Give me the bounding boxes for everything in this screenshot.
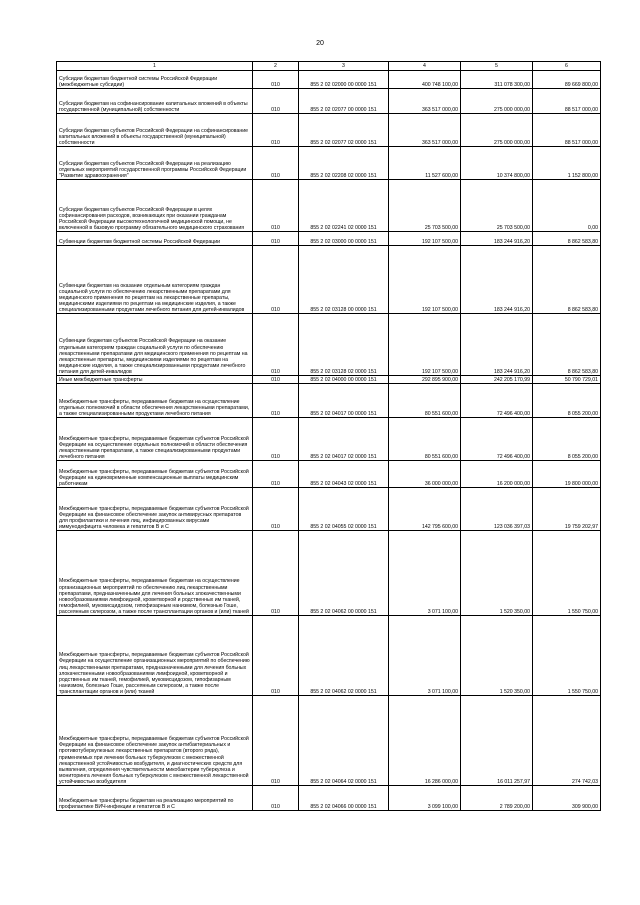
budget-code-cell: 855 2 02 04062 00 0000 151 — [299, 531, 389, 616]
budget-code-cell: 855 2 02 02077 02 0000 151 — [299, 114, 389, 147]
budget-code-cell: 855 2 02 04017 00 0000 151 — [299, 384, 389, 418]
executed-amount-cell: 72 496 400,00 — [461, 384, 533, 418]
executed-amount-cell: 16 200 000,00 — [461, 461, 533, 488]
executed-amount-cell: 72 496 400,00 — [461, 418, 533, 461]
unexecuted-amount-cell: 8 862 583,80 — [533, 246, 601, 314]
income-name-cell: Межбюджетные трансферты, передаваемые бюджетам субъектов Российской Федерации на осуществление организационных мероприятий по обеспечению лиц лекарственными препаратами, предназначенными для лечения больных злокачественными новообразованиями лимфоидной, кроветворной и родственных им тканей, гемофилией, муковисцидозом, гипофизарным нанизмом, болезнью Гоше, рассеянным склерозом, а также после трансплантации органов и (или) тканей — [57, 616, 253, 696]
executed-amount-cell: 242 205 170,99 — [461, 376, 533, 384]
executed-amount-cell: 275 000 000,00 — [461, 114, 533, 147]
income-name-cell: Межбюджетные трансферты, передаваемые бюджетам субъектов Российской Федерации на единовременные компенсационные выплаты медицинским работникам — [57, 461, 253, 488]
income-name-cell: Субвенции бюджетам на оказание отдельным категориям граждан социальной услуги по обеспечению лекарственными препаратами для медицинского применения по рецептам на лекарственные препараты, медицинскими изделиями по рецептам на медицинские изделия, а также специализированными продуктами лечебного питания для детей-инвалидов — [57, 246, 253, 314]
line-code-cell: 010 — [253, 418, 299, 461]
unexecuted-amount-cell: 309 900,00 — [533, 786, 601, 811]
table-body — [57, 71, 601, 811]
approved-amount-cell: 3 071 100,00 — [389, 531, 461, 616]
page-number: 20 — [316, 40, 324, 47]
table-row — [57, 786, 601, 811]
unexecuted-amount-cell: 19 759 202,97 — [533, 488, 601, 531]
column-number-row — [57, 62, 601, 71]
income-name-cell: Субсидии бюджетам субъектов Российской Федерации на софинансирование капитальных вложений в объекты государственной (муниципальной) собственности — [57, 114, 253, 147]
unexecuted-amount-cell: 1 152 800,00 — [533, 147, 601, 180]
income-name-cell: Межбюджетные трансферты, передаваемые бюджетам субъектов Российской Федерации на финансовое обеспечение закупок антибактериальных и противотуберкулезных лекарственных препаратов (второго ряда), применяемых при лечении больных туберкулезом с множественной лекарственной устойчивостью возбудителя, и диагностических средств для выявления, определения чувствительности микобактерии туберкулеза и мониторинга лечения больных туберкулезом с множественной лекарственной устойчивостью возбудителя — [57, 696, 253, 786]
table-row — [57, 246, 601, 314]
approved-amount-cell: 3 099 100,00 — [389, 786, 461, 811]
budget-code-cell: 855 2 02 02241 02 0000 151 — [299, 180, 389, 232]
executed-amount-cell: 275 000 000,00 — [461, 89, 533, 114]
line-code-cell: 010 — [253, 531, 299, 616]
approved-amount-cell: 363 517 000,00 — [389, 114, 461, 147]
executed-amount-cell: 10 374 800,00 — [461, 147, 533, 180]
line-code-cell: 010 — [253, 696, 299, 786]
line-code-cell: 010 — [253, 114, 299, 147]
income-name-cell: Субсидии бюджетам бюджетной системы Российской Федерации (межбюджетные субсидии) — [57, 71, 253, 89]
budget-code-cell: 855 2 02 04064 02 0000 151 — [299, 696, 389, 786]
table-row — [57, 314, 601, 376]
line-code-cell: 010 — [253, 314, 299, 376]
budget-code-cell: 855 2 02 03000 00 0000 151 — [299, 232, 389, 246]
income-name-cell: Межбюджетные трансферты, передаваемые бюджетам на осуществление отдельных полномочий в области обеспечения лекарственными препаратами, а также специализированными продуктами лечебного питания — [57, 384, 253, 418]
approved-amount-cell: 16 286 000,00 — [389, 696, 461, 786]
unexecuted-amount-cell: 8 862 583,80 — [533, 232, 601, 246]
executed-amount-cell: 183 244 916,20 — [461, 246, 533, 314]
income-name-cell: Иные межбюджетные трансферты — [57, 376, 253, 384]
income-name-cell: Межбюджетные трансферты, передаваемые бюджетам субъектов Российской Федерации на финансовое обеспечение закупок антивирусных препаратов для профилактики и лечения лиц, инфицированных вирусами иммунодефицита человека и гепатитов В и С — [57, 488, 253, 531]
table-row — [57, 616, 601, 696]
unexecuted-amount-cell: 0,00 — [533, 180, 601, 232]
executed-amount-cell: 1 520 350,00 — [461, 531, 533, 616]
budget-code-cell: 855 2 02 04043 02 0000 151 — [299, 461, 389, 488]
income-name-cell: Межбюджетные трансферты, передаваемые бюджетам субъектов Российской Федерации на осуществление отдельных полномочий в области обеспечения лекарственными препаратами, а также специализированными продуктами лечебного питания — [57, 418, 253, 461]
line-code-cell: 010 — [253, 246, 299, 314]
line-code-cell: 010 — [253, 488, 299, 531]
table-row — [57, 461, 601, 488]
table-row — [57, 114, 601, 147]
table-row — [57, 71, 601, 89]
table-row — [57, 418, 601, 461]
budget-code-cell: 855 2 02 03128 00 0000 151 — [299, 246, 389, 314]
budget-code-cell: 855 2 02 02208 02 0000 151 — [299, 147, 389, 180]
column-number: 4 — [389, 62, 461, 71]
unexecuted-amount-cell: 8 055 200,00 — [533, 418, 601, 461]
line-code-cell: 010 — [253, 616, 299, 696]
income-name-cell: Субсидии бюджетам субъектов Российской Федерации на реализацию отдельных мероприятий государственной программы Российской Федерации "Развитие здравоохранения" — [57, 147, 253, 180]
budget-code-cell: 855 2 02 04055 02 0000 151 — [299, 488, 389, 531]
executed-amount-cell: 123 036 397,03 — [461, 488, 533, 531]
line-code-cell: 010 — [253, 180, 299, 232]
line-code-cell: 010 — [253, 461, 299, 488]
unexecuted-amount-cell: 8 055 200,00 — [533, 384, 601, 418]
unexecuted-amount-cell: 1 550 750,00 — [533, 616, 601, 696]
income-name-cell: Субсидии бюджетам субъектов Российской Федерации в целях софинансирования расходов, возникающих при оказании гражданам Российской Федерации высокотехнологичной медицинской помощи, не включенной в базовую программу обязательного медицинского страхования — [57, 180, 253, 232]
table-row — [57, 488, 601, 531]
budget-code-cell: 855 2 02 04017 02 0000 151 — [299, 418, 389, 461]
line-code-cell: 010 — [253, 71, 299, 89]
executed-amount-cell: 25 703 500,00 — [461, 180, 533, 232]
executed-amount-cell: 1 520 350,00 — [461, 616, 533, 696]
income-name-cell: Субвенции бюджетам бюджетной системы Российской Федерации — [57, 232, 253, 246]
column-number: 2 — [253, 62, 299, 71]
budget-code-cell: 855 2 02 04062 02 0000 151 — [299, 616, 389, 696]
unexecuted-amount-cell: 274 742,03 — [533, 696, 601, 786]
approved-amount-cell: 192 107 500,00 — [389, 246, 461, 314]
line-code-cell: 010 — [253, 147, 299, 180]
unexecuted-amount-cell: 19 800 000,00 — [533, 461, 601, 488]
unexecuted-amount-cell: 1 550 750,00 — [533, 531, 601, 616]
unexecuted-amount-cell: 50 790 729,01 — [533, 376, 601, 384]
column-number: 3 — [299, 62, 389, 71]
executed-amount-cell: 183 244 916,20 — [461, 314, 533, 376]
unexecuted-amount-cell: 88 517 000,00 — [533, 114, 601, 147]
approved-amount-cell: 192 107 500,00 — [389, 232, 461, 246]
income-name-cell: Межбюджетные трансферты, передаваемые бюджетам на осуществление организационных мероприятий по обеспечению лиц лекарственными препаратами, предназначенными для лечения больных злокачественными новообразованиями лимфоидной, кроветворной и родственных им тканей, гемофилией, муковисцидозом, гипофизарным нанизмом, болезнью Гоше, рассеянным склерозом, а также после трансплантации органов и (или) тканей — [57, 531, 253, 616]
table-row — [57, 531, 601, 616]
approved-amount-cell: 3 071 100,00 — [389, 616, 461, 696]
column-number: 5 — [461, 62, 533, 71]
budget-code-cell: 855 2 02 04000 00 0000 151 — [299, 376, 389, 384]
table-row — [57, 89, 601, 114]
line-code-cell: 010 — [253, 89, 299, 114]
budget-code-cell: 855 2 02 02000 00 0000 151 — [299, 71, 389, 89]
line-code-cell: 010 — [253, 232, 299, 246]
table-row — [57, 232, 601, 246]
income-name-cell: Межбюджетные трансферты бюджетам на реализацию мероприятий по профилактике ВИЧ-инфекции и гепатитов В и С — [57, 786, 253, 811]
line-code-cell: 010 — [253, 376, 299, 384]
executed-amount-cell: 311 078 300,00 — [461, 71, 533, 89]
table-row — [57, 376, 601, 384]
income-name-cell: Субсидии бюджетам на софинансирование капитальных вложений в объекты государственной (муниципальной) собственности — [57, 89, 253, 114]
approved-amount-cell: 80 551 600,00 — [389, 418, 461, 461]
executed-amount-cell: 2 789 200,00 — [461, 786, 533, 811]
table-row — [57, 180, 601, 232]
budget-table — [56, 61, 601, 811]
line-code-cell: 010 — [253, 384, 299, 418]
approved-amount-cell: 36 000 000,00 — [389, 461, 461, 488]
approved-amount-cell: 292 895 900,00 — [389, 376, 461, 384]
executed-amount-cell: 183 244 916,20 — [461, 232, 533, 246]
unexecuted-amount-cell: 8 862 583,80 — [533, 314, 601, 376]
line-code-cell: 010 — [253, 786, 299, 811]
budget-code-cell: 855 2 02 03128 02 0000 151 — [299, 314, 389, 376]
table-row — [57, 696, 601, 786]
unexecuted-amount-cell: 89 669 800,00 — [533, 71, 601, 89]
approved-amount-cell: 11 527 600,00 — [389, 147, 461, 180]
table-row — [57, 384, 601, 418]
approved-amount-cell: 363 517 000,00 — [389, 89, 461, 114]
unexecuted-amount-cell: 88 517 000,00 — [533, 89, 601, 114]
budget-code-cell: 855 2 02 04066 00 0000 151 — [299, 786, 389, 811]
approved-amount-cell: 192 107 500,00 — [389, 314, 461, 376]
approved-amount-cell: 80 551 600,00 — [389, 384, 461, 418]
executed-amount-cell: 16 011 257,97 — [461, 696, 533, 786]
table-row — [57, 147, 601, 180]
income-name-cell: Субвенции бюджетам субъектов Российской Федерации на оказание отдельным категориям граждан социальной услуги по обеспечению лекарственными препаратами для медицинского применения по рецептам на лекарственные препараты, медицинскими изделиями по рецептам на медицинские изделия, а также специализированными продуктами лечебного питания для детей-инвалидов — [57, 314, 253, 376]
approved-amount-cell: 142 795 600,00 — [389, 488, 461, 531]
column-number: 6 — [533, 62, 601, 71]
budget-code-cell: 855 2 02 02077 00 0000 151 — [299, 89, 389, 114]
column-number: 1 — [57, 62, 253, 71]
approved-amount-cell: 25 703 500,00 — [389, 180, 461, 232]
approved-amount-cell: 400 748 100,00 — [389, 71, 461, 89]
